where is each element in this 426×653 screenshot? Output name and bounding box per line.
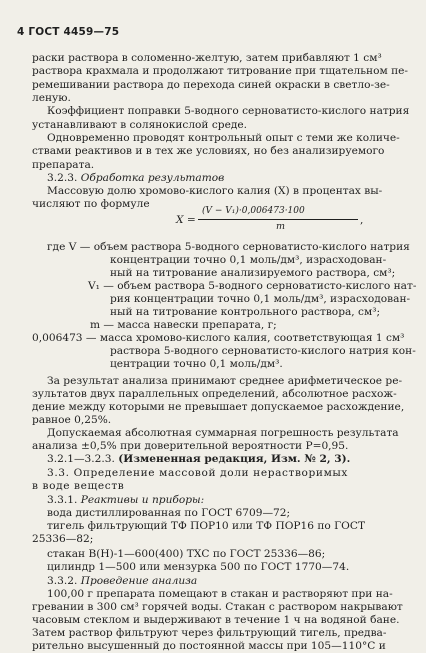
formula bbox=[176, 206, 366, 234]
list-item: вода дистиллированная по ГОСТ 6709—72; bbox=[47, 507, 291, 519]
formula-lhs: X = bbox=[176, 214, 196, 226]
text-line: леную. bbox=[32, 92, 71, 104]
section-number: 3.2.3. bbox=[47, 172, 78, 184]
section-title: Реактивы и приборы: bbox=[80, 494, 205, 506]
definition-line: ный на титрование контрольного раствора, см³; bbox=[110, 306, 381, 318]
text-line: устанавливают в солянокислой среде. bbox=[32, 119, 247, 131]
amendment-text: (Измененная редакция, Изм. № 2, 3). bbox=[118, 453, 351, 465]
text-line: ремешивании раствора до перехода синей окраски в светло-зе- bbox=[32, 79, 390, 91]
section-heading bbox=[47, 172, 224, 185]
text-line: дение между которыми не превышает допускаемое расхождение, bbox=[32, 401, 405, 413]
definition-line: рия концентрации точно 0,1 моль/дм³, израсходован- bbox=[110, 293, 411, 305]
list-item: цилиндр 1—500 или мензурка 500 по ГОСТ 1770—74. bbox=[47, 561, 350, 573]
definition-line: V₁ — объем раствора 5-водного серноватисто-кислого нат- bbox=[88, 280, 417, 292]
text-line: Допускаемая абсолютная суммарная погрешность результата bbox=[47, 427, 399, 439]
text-line: Коэффициент поправки 5-водного серноватисто-кислого натрия bbox=[47, 105, 410, 117]
list-item: тигель фильтрующий ТФ ПОР10 или ТФ ПОР16 по ГОСТ bbox=[47, 520, 366, 532]
text-line: зультатов двух параллельных определений, абсолютное расхож- bbox=[32, 388, 397, 400]
text-line: раски раствора в соломенно-желтую, затем прибавляют 1 см³ bbox=[32, 52, 382, 64]
text-line: Одновременно проводят контрольный опыт с теми же количе- bbox=[47, 132, 400, 144]
text-line: ствами реактивов и в тех же условиях, но без анализируемого bbox=[32, 145, 385, 157]
definition-line: где V — объем раствора 5-водного серноватисто-кислого натрия bbox=[47, 241, 410, 253]
definition-line: 0,006473 — масса хромово-кислого калия, соответствующая 1 см³ bbox=[32, 332, 405, 344]
text-line: Затем раствор фильтруют через фильтрующий тигель, предва- bbox=[32, 627, 387, 639]
amendment-range: 3.2.1—3.2.3. bbox=[47, 453, 115, 465]
formula-denominator: m bbox=[276, 221, 286, 232]
formula-numerator: (V − V₁)·0,006473·100 bbox=[202, 206, 305, 216]
definition-line: концентрации точно 0,1 моль/дм³, израсходован- bbox=[110, 254, 387, 266]
amendment-note bbox=[47, 453, 350, 466]
section-heading: 3.3. Определение массовой доли нерастворимых bbox=[47, 467, 349, 479]
section-number: 3.3.2. bbox=[47, 575, 78, 587]
definition-line: m — масса навески препарата, г; bbox=[90, 319, 277, 331]
section-number: 3.3.1. bbox=[47, 494, 78, 506]
text-line: раствора крахмала и продолжают титрование при тщательном пе- bbox=[32, 65, 409, 77]
definition-line: ный на титрование анализируемого раствора, см³; bbox=[110, 267, 396, 279]
formula-tail: , bbox=[360, 214, 364, 226]
text-line: гревании в 300 см³ горячей воды. Стакан с раствором накрывают bbox=[32, 601, 403, 613]
definition-line: раствора 5-водного серноватисто-кислого натрия кон- bbox=[110, 345, 416, 357]
definition-line: центрации точно 0,1 моль/дм³. bbox=[110, 358, 283, 370]
text-line: анализа ±0,5% при доверительной вероятности P=0,95. bbox=[32, 440, 349, 452]
list-item: стакан В(Н)-1—600(400) ТХС по ГОСТ 25336—86; bbox=[47, 548, 326, 560]
text-line: 100,00 г препарата помещают в стакан и растворяют при на- bbox=[47, 588, 393, 600]
text-line: рительно высушенный до постоянной массы при 105—110°С и bbox=[32, 640, 386, 652]
text-line: препарата. bbox=[32, 159, 95, 171]
text-line: числяют по формуле bbox=[32, 198, 150, 210]
text-line: равное 0,25%. bbox=[32, 414, 112, 426]
fraction-bar bbox=[198, 219, 358, 220]
section-heading bbox=[47, 575, 197, 588]
text-line: За результат анализа принимают среднее арифметическое ре- bbox=[47, 375, 403, 387]
page-header: 4 ГОСТ 4459—75 bbox=[17, 26, 120, 38]
text-line: Массовую долю хромово-кислого калия (X) в процентах вы- bbox=[47, 185, 383, 197]
section-heading: в воде веществ bbox=[32, 480, 125, 492]
section-title: Проведение анализа bbox=[80, 575, 198, 587]
text-line: часовым стеклом и выдерживают в течение 1 ч на водяной бане. bbox=[32, 614, 400, 626]
list-item: 25336—82; bbox=[32, 533, 94, 545]
section-heading bbox=[47, 494, 204, 507]
section-title: Обработка результатов bbox=[80, 172, 225, 184]
